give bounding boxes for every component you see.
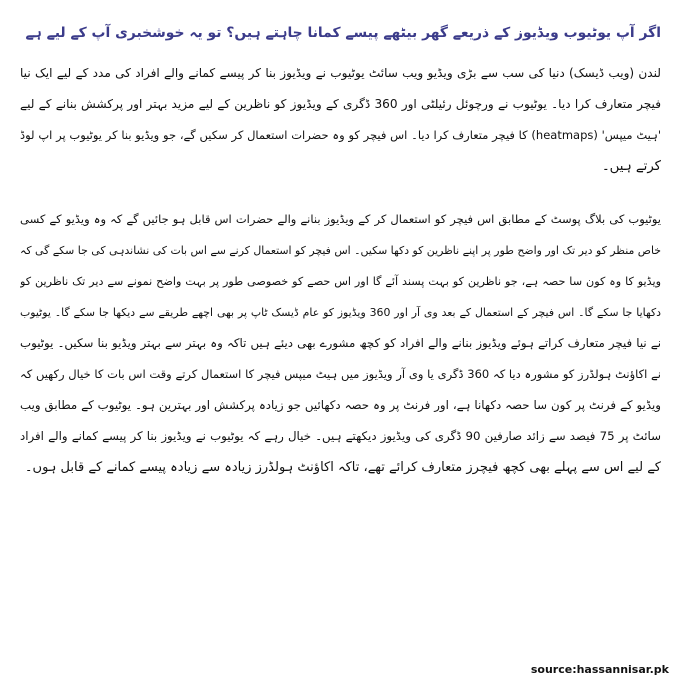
paragraph-line: دکھایا جا سکے گا۔ اس فیچر کے استعمال کے بعد وی آر اور 360 ویڈیوز کو عام ڈیسک ٹاپ پر بھی اچھے طریقے سے دیکھا جا سکے گا۔ یوٹیوب	[20, 306, 661, 319]
paragraph-line: سائٹ پر 75 فیصد سے زائد صارفین 90 ڈگری کی ویڈیوز دیکھتے ہیں۔ خیال رہے کہ یوٹیوب نے ویڈیوز بنا کر پیسے کمانے والے افراد	[20, 429, 661, 443]
article-paragraph-2	[20, 204, 661, 483]
paragraph-line: خاص منظر کو دیر تک اور واضح طور پر اپنے ناظرین کو دکھا سکیں۔ اس فیچر کو استعمال کرنے سے اس بات کی نشاندہی کی جا سکے گی کہ	[20, 244, 661, 257]
paragraph-line: یوٹیوب کی بلاگ پوسٹ کے مطابق اس فیچر کو استعمال کر کے ویڈیوز بنانے والے حضرات اس قابل ہو جائیں گے کہ وہ ویڈیو کے کسی	[20, 212, 661, 226]
source-credit: source:hassannisar.pk	[530, 663, 669, 676]
paragraph-line: فیچر متعارف کرا دیا۔ یوٹیوب نے ورچوئل رئیلٹی اور 360 ڈگری کے ویڈیوز کو ناظرین کے لیے مزید بہتر اور پرکشش بنانے کے لیے	[20, 97, 661, 111]
paragraph-line: لندن (ویب ڈیسک) دنیا کی سب سے بڑی ویڈیو ویب سائٹ یوٹیوب نے ویڈیوز بنا کر پیسے کمانے والے افراد کی مدد کے لیے ایک نیا	[20, 66, 661, 80]
paragraph-spacer	[20, 182, 661, 204]
paragraph-line: نے نیا فیچر متعارف کراتے ہوئے ویڈیوز بنانے والے افراد کو کچھ مشورے بھی دیئے ہیں تاکہ وہ بہتر سے بہتر ویڈیو بنا سکیں۔ یوٹیوب	[20, 336, 661, 350]
paragraph-line: نے اکاؤنٹ ہولڈرز کو مشورہ دیا کہ 360 ڈگری یا وی آر ویڈیوز میں ہیٹ میپس فیچر کا استعمال کرتے وقت اس بات کا خیال رکھیں کہ	[20, 367, 661, 381]
article-headline: اگر آپ یوٹیوب ویڈیوز کے ذریعے گھر بیٹھے پیسے کمانا چاہتے ہیں؟ تو یہ خوشخبری آپ کے لیے ہے	[25, 25, 661, 41]
article-paragraph-1	[20, 58, 661, 182]
paragraph-line: کرتے ہیں۔	[601, 159, 661, 174]
paragraph-line: 'ہیٹ میپس' (heatmaps) کا فیچر متعارف کرا دیا۔ اس فیچر کو وہ حضرات استعمال کر سکیں گے، جو ویڈیو بنا کر یوٹیوب پر اپ لوڈ	[20, 128, 661, 142]
paragraph-line: ویڈیو کا وہ کون سا حصہ ہے، جو ناظرین کو بہت پسند آئے گا اور اس حصے کو خصوصی طور پر بہت واضح نمونے سے دیر تک ناظرین کو	[20, 275, 661, 288]
paragraph-line: کے لیے اس سے پہلے بھی کچھ فیچرز متعارف کرائے تھے، تاکہ اکاؤنٹ ہولڈرز زیادہ سے زیادہ پیسے کمانے کے قابل ہوں۔	[24, 460, 661, 475]
paragraph-line: ویڈیو کے فرنٹ پر کون سا حصہ دکھانا ہے، اور فرنٹ پر وہ حصہ دکھائیں جو زیادہ پرکشش اور بہترین ہو۔ یوٹیوب کے مطابق ویب	[20, 398, 661, 412]
